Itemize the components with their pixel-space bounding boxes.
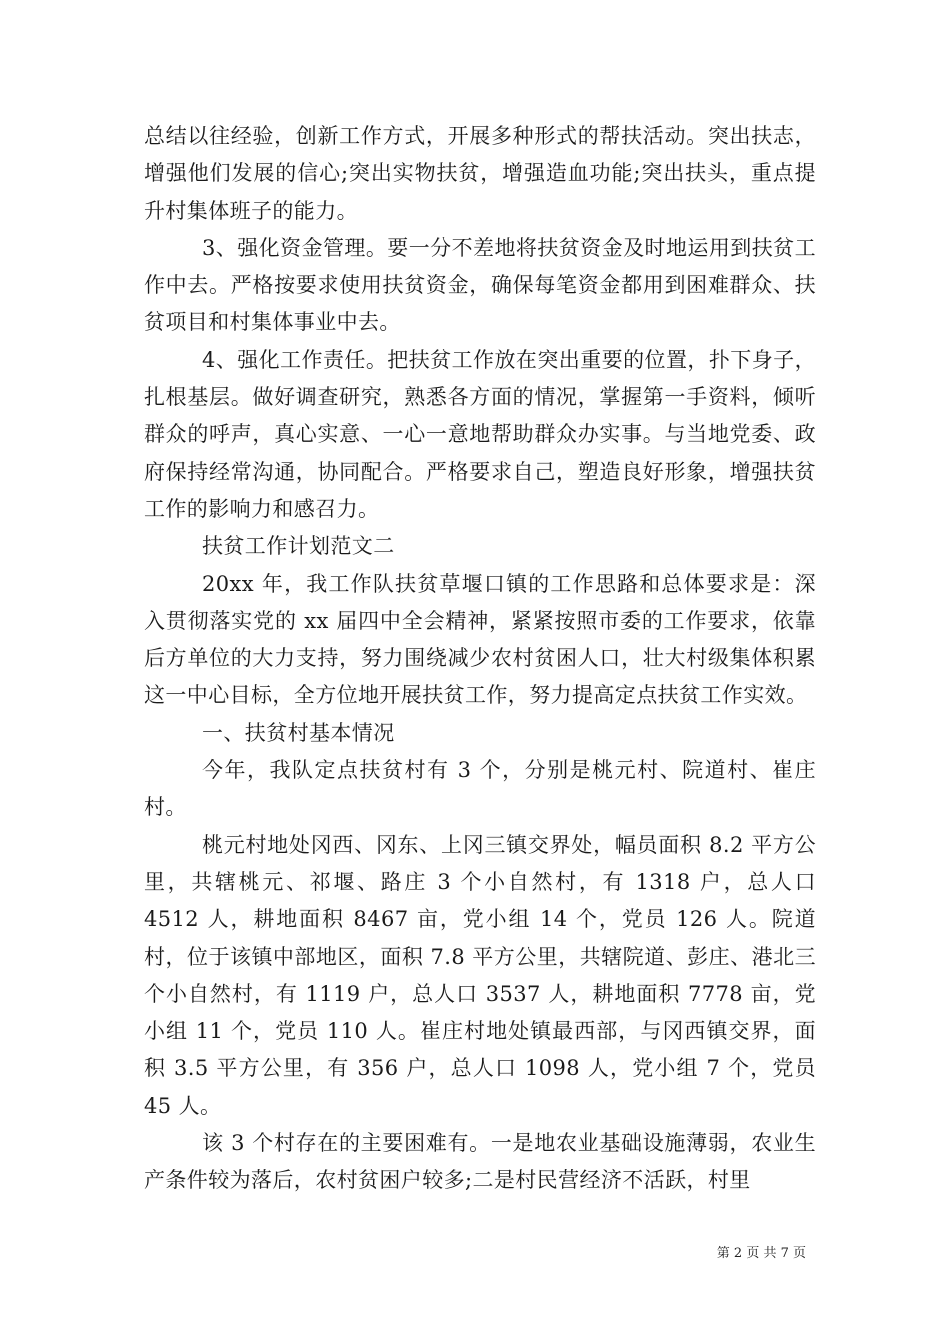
paragraph-fund-management: 3、强化资金管理。要一分不差地将扶贫资金及时地运用到扶贫工作中去。严格按要求使用扶贫资金，确保每笔资金都用到困难群众、扶贫项目和村集体事业中去。 (144, 235, 816, 335)
paragraph-continuation: 总结以往经验，创新工作方式，开展多种形式的帮扶活动。突出扶志，增强他们发展的信心;突出实物扶贫，增强造血功能;突出扶头，重点提升村集体班子的能力。 (144, 124, 816, 223)
paragraph-villages-list: 今年，我队定点扶贫村有 3 个，分别是桃元村、院道村、崔庄村。 (144, 758, 816, 820)
page-number: 第 2 页 共 7 页 (716, 1246, 806, 1261)
paragraph-overall-requirements: 20xx 年，我工作队扶贫草堰口镇的工作思路和总体要求是：深入贯彻落实党的 xx 届四中全会精神，紧紧按照市委的工作要求，依靠后方单位的大力支持，努力围绕减少农村贫困人口，壮大村级集体积累这一中心目标，全方位地开展扶贫工作，努力提高定点扶贫工作实效。 (144, 571, 816, 708)
document-body (144, 118, 816, 1200)
paragraph-village-details: 桃元村地处冈西、冈东、上冈三镇交界处，幅员面积 8.2 平方公里，共辖桃元、祁堰、路庄 3 个小自然村，有 1318 户，总人口 4512 人，耕地面积 8467 亩，党小组 14 个，党员 126 人。院道村，位于该镇中部地区，面积 7.8 平方公里，共辖院道、彭庄、港北三个小自然村，有 1119 户，总人口 3537 人，耕地面积 7778 亩，党小组 11 个，党员 110 人。崔庄村地处镇最西部，与冈西镇交界，面积 3.5 平方公里，有 356 户，总人口 1098 人，党小组 7 个，党员 45 人。 (144, 832, 816, 1118)
paragraph-main-difficulties: 该 3 个村存在的主要困难有。一是地农业基础设施薄弱，农业生产条件较为落后，农村贫困户较多;二是村民营经济不活跃，村里 (144, 1131, 816, 1193)
section-heading-village-basics: 一、扶贫村基本情况 (202, 720, 395, 745)
section-heading-sample-two: 扶贫工作计划范文二 (202, 534, 395, 559)
paragraph-work-responsibility: 4、强化工作责任。把扶贫工作放在突出重要的位置，扑下身子，扎根基层。做好调查研究，熟悉各方面的情况，掌握第一手资料，倾听群众的呼声，真心实意、一心一意地帮助群众办实事。与当地党委、政府保持经常沟通，协同配合。严格要求自己，塑造良好形象，增强扶贫工作的影响力和感召力。 (144, 347, 816, 521)
